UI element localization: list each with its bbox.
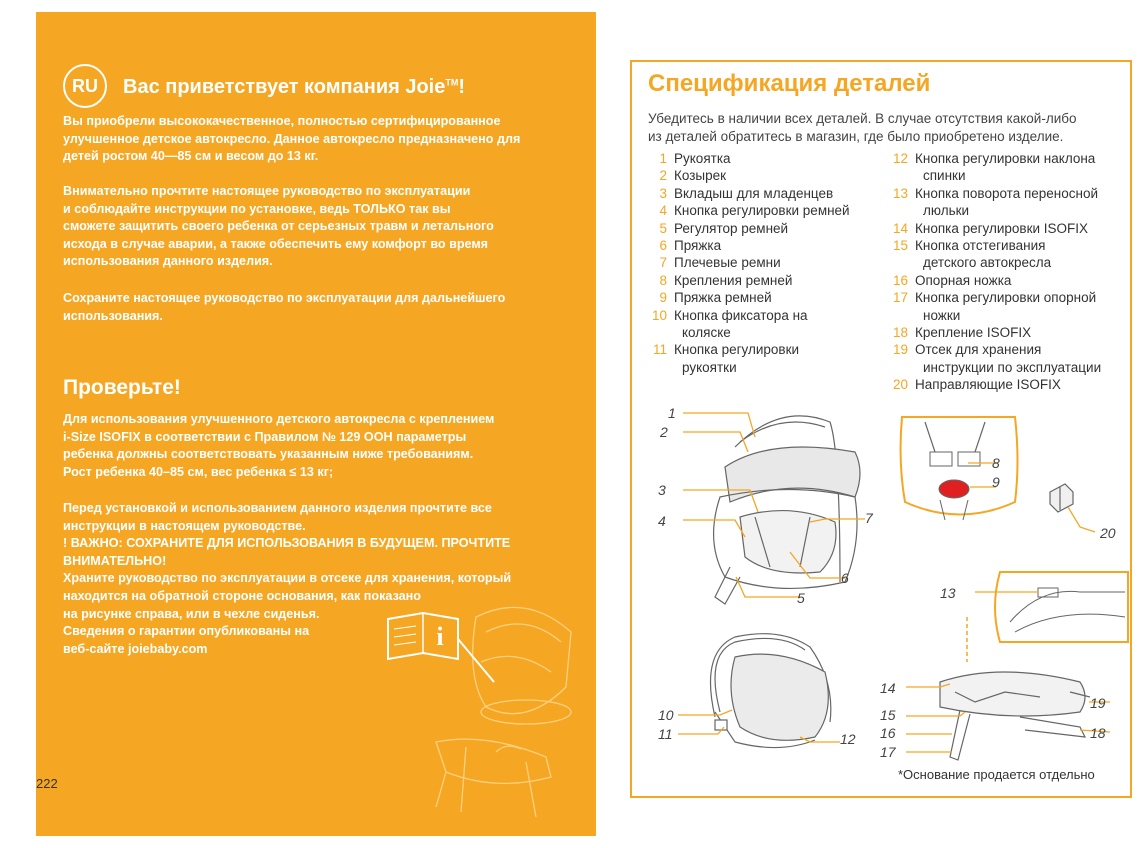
callout-13: 13	[940, 585, 956, 601]
part-item: 20 Направляющие ISOFIX	[892, 377, 1061, 393]
buckle-detail-illustration	[901, 417, 1018, 520]
callout-7: 7	[865, 510, 873, 526]
callout-19: 19	[1090, 695, 1106, 711]
part-item: 11 Кнопка регулировки рукоятки	[652, 342, 800, 375]
part-item: 6 Пряжка	[659, 238, 722, 254]
manual-book-icon	[388, 613, 494, 682]
isofix-base-illustration	[940, 672, 1090, 760]
callout-16: 16	[880, 725, 896, 741]
callout-18: 18	[1090, 725, 1106, 741]
language-badge: RU	[63, 64, 107, 108]
callout-20: 20	[1100, 525, 1116, 541]
isofix-requirements-paragraph: Для использования улучшенного детского автокресла с креплением i-Size ISOFIX в соответствии с Правилом № 129 ООН параметры ребенка должны соответствовать указанным ниже требованиям. Рост ребенка 40–85 см, вес ребенка ≤ 13 кг;	[63, 412, 495, 479]
callout-2: 2	[660, 424, 668, 440]
part-item: 5 Регулятор ремней	[659, 220, 789, 236]
base-sold-separately-note: *Основание продается отдельно	[898, 767, 1095, 782]
parts-title: Спецификация деталей	[648, 70, 931, 97]
part-item: 4 Кнопка регулировки ремней	[659, 203, 850, 219]
left-page-panel	[36, 12, 596, 836]
car-seat-back-illustration	[711, 634, 831, 748]
part-item: 18 Крепление ISOFIX	[892, 325, 1032, 341]
part-item: 13 Кнопка поворота переносной люльки	[892, 185, 1099, 219]
part-item: 17 Кнопка регулировки опорной ножки	[892, 290, 1097, 323]
check-heading: Проверьте!	[63, 376, 181, 399]
welcome-heading: Вас приветствует компания Joie™!	[123, 76, 466, 98]
important-paragraph: Перед установкой и использованием данного изделия прочтите все инструкции в настоящем руководстве. ! ВАЖНО: СОХРАНИТЕ ДЛЯ ИСПОЛЬЗОВАНИЯ В БУДУЩЕМ. ПРОЧТИТЕ ВНИМАТЕЛЬНО! Храните руководство по эксплуатации в отсеке для хранения, который находится на обратной стороне основания, как показано на рисунке справа, или в чехле сиденья. Сведения о гарантии опубликованы на веб-сайте joiebaby.com	[63, 501, 512, 656]
part-item: 10 Кнопка фиксатора на коляске	[651, 307, 808, 341]
parts-list-column-1	[649, 150, 850, 376]
callout-3: 3	[658, 482, 666, 498]
part-item: 1 Рукоятка	[659, 151, 731, 166]
part-item: 14 Кнопка регулировки ISOFIX	[892, 220, 1089, 236]
car-seat-front-illustration	[714, 416, 860, 604]
callout-17: 17	[880, 744, 896, 760]
part-item: 7 Плечевые ремни	[659, 255, 781, 271]
manual-storage-illustration	[376, 577, 576, 827]
part-item: 2 Козырек	[659, 168, 727, 184]
part-item: 16 Опорная ножка	[892, 272, 1012, 288]
page-number: 222	[36, 776, 58, 791]
part-item: 9 Пряжка ремней	[659, 290, 772, 306]
rotate-button-detail-illustration	[995, 572, 1128, 642]
parts-list-column-2	[890, 150, 1101, 394]
callout-6: 6	[841, 570, 849, 586]
part-item: 8 Крепления ремней	[659, 272, 793, 288]
callout-10: 10	[658, 707, 674, 723]
svg-text:i: i	[436, 622, 444, 651]
part-item: 3 Вкладыш для младенцев	[659, 185, 834, 201]
callout-11: 11	[658, 726, 673, 742]
part-item: 19 Отсек для хранения инструкции по эксплуатации	[892, 342, 1102, 375]
callout-15: 15	[880, 707, 896, 723]
callout-12: 12	[840, 731, 856, 747]
callout-14: 14	[880, 680, 896, 696]
callout-9: 9	[992, 474, 1000, 490]
callout-5: 5	[797, 590, 805, 606]
keep-manual-paragraph: Сохраните настоящее руководство по эксплуатации для дальнейшего использования.	[63, 291, 506, 323]
callout-4: 4	[658, 513, 666, 529]
callout-1: 1	[668, 405, 676, 421]
callout-8: 8	[992, 455, 1000, 471]
part-item: 12 Кнопка регулировки наклона спинки	[892, 151, 1096, 184]
read-manual-paragraph: Внимательно прочтите настоящее руководство по эксплуатации и соблюдайте инструкции по установке, ведь ТОЛЬКО так вы сможете защитить своего ребенка от серьезных травм и летального исхода в случае аварии, а также обеспечить ему комфорт во время использования данного изделия.	[63, 184, 494, 269]
part-item: 15 Кнопка отстегивания детского автокресла	[892, 238, 1052, 271]
parts-diagram	[640, 392, 1130, 767]
isofix-guide-illustration	[1050, 484, 1073, 512]
intro-paragraph: Вы приобрели высококачественное, полностью сертифицированное улучшенное детское автокресло. Данное автокресло предназначено для детей ростом 40—85 см и весом до 13 кг.	[63, 114, 521, 164]
parts-intro: Убедитесь в наличии всех деталей. В случае отсутствия какой-либо из деталей обратитесь в магазин, где было приобретено изделие.	[648, 111, 1077, 144]
